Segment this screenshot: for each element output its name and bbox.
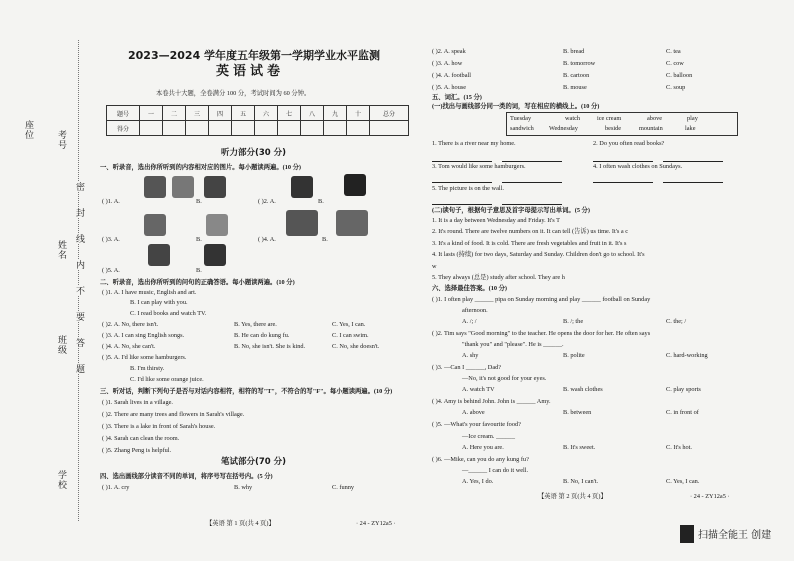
q6-line: A. /; / xyxy=(462,318,477,325)
q6-line: B. No, I can't. xyxy=(563,478,599,485)
q6-line: ( )3. —Can I ______, Dad? xyxy=(432,364,502,371)
word-box-item: lake xyxy=(685,125,696,132)
q5-part2-line: 2. It's round. There are twelve numbers on it. It can tell (告诉) us time. It's a c xyxy=(432,228,629,235)
score-header-cell: 十 xyxy=(347,106,370,121)
q2-line: B. Yes, there are. xyxy=(234,321,277,328)
q4-line: C. balloon xyxy=(666,72,693,79)
page-footer-right: 【英语 第 2 页(共 4 页)】 xyxy=(538,493,607,500)
q1-item: B. xyxy=(318,198,324,205)
q6-line: ( )6. —Mike, can you do any kung fu? xyxy=(432,456,529,463)
q5-item: 5. The picture is on the wall. xyxy=(432,185,504,192)
q6-line: ( )4. Amy is behind John. John is ______ Amy. xyxy=(432,398,551,405)
score-header-cell: 总分 xyxy=(370,106,409,121)
q2-line: C. No, she doesn't. xyxy=(332,343,380,350)
answer-blank[interactable] xyxy=(502,155,562,162)
picture-boy-icon xyxy=(144,214,166,236)
q4-line: C. soup xyxy=(666,84,686,91)
q5-part2-line: 3. It's a kind of food. It is cold. There are fresh vegetables and fruit in it. It's s xyxy=(432,240,627,247)
q5-part1-title: (一)找出与画线部分同一类的词，写在相应的横线上。(10 分) xyxy=(432,103,600,110)
answer-blank[interactable] xyxy=(502,198,562,205)
q6-line: C. It's hot. xyxy=(666,444,692,451)
exam-title: 2023—2024 学年度五年级第一学期学业水平监测 xyxy=(128,49,381,62)
score-header-cell: 四 xyxy=(209,106,232,121)
q4-line: C. tea xyxy=(666,48,681,55)
q4-line: B. mouse xyxy=(563,84,587,91)
q4-line: ( )4. A. football xyxy=(432,72,471,79)
score-input-cell[interactable] xyxy=(278,121,301,136)
word-box-item: mountain xyxy=(639,125,663,132)
page-footer-left: 【英语 第 1 页(共 4 页)】 xyxy=(206,520,275,527)
q4-line: B. why xyxy=(234,484,253,491)
q4-line: B. tomorrow xyxy=(563,60,596,67)
q5-part2-line: 5. They always (总是) study after school. They are h xyxy=(432,274,565,281)
word-box-item: Wednesday xyxy=(549,125,578,132)
q4-line: ( )1. A. cry xyxy=(102,484,130,491)
q3-line: ( )2. There are many trees and flowers in Sarah's village. xyxy=(102,411,245,418)
q2-line: B. I'm thirsty. xyxy=(130,365,165,372)
q6-line: afternoon. xyxy=(462,307,488,314)
score-input-cell[interactable] xyxy=(255,121,278,136)
answer-blank[interactable] xyxy=(663,176,723,183)
q6-line: C. play sports xyxy=(666,386,701,393)
seal-char: 答 xyxy=(74,338,84,348)
q6-line: ( )5. —What's your favourite food? xyxy=(432,421,521,428)
q1-item: ( )5. A. xyxy=(102,267,120,274)
q6-line: B. polite xyxy=(563,352,585,359)
word-box-item: Tuesday xyxy=(510,115,532,122)
score-header-cell: 八 xyxy=(301,106,324,121)
score-input-cell[interactable] xyxy=(163,121,186,136)
word-box xyxy=(506,112,738,136)
q5-item: 3. Tom would like some hamburgers. xyxy=(432,163,526,170)
q4-line: ( )3. A. how xyxy=(432,60,463,67)
picture-reading-icon xyxy=(344,174,366,196)
answer-blank[interactable] xyxy=(432,198,492,205)
seal-char: 内 xyxy=(74,260,84,270)
q3-line: ( )5. Zhang Peng is helpful. xyxy=(102,447,172,454)
q2-line: ( )5. A. I'd like some hamburgers. xyxy=(102,354,187,361)
page-code-right: · 24 - ZY12a5 · xyxy=(690,493,730,500)
q4-line: C. funny xyxy=(332,484,355,491)
name-label: 姓名 xyxy=(56,240,66,260)
score-input-cell[interactable] xyxy=(324,121,347,136)
q5-item: 2. Do you often read books? xyxy=(593,140,665,147)
exam-subject: 英语试卷 xyxy=(216,64,285,79)
score-header-cell: 六 xyxy=(255,106,278,121)
seal-char: 不 xyxy=(74,286,84,296)
q6-line: A. watch TV xyxy=(462,386,495,393)
word-box-item: beside xyxy=(605,125,622,132)
seal-char: 题 xyxy=(74,364,84,374)
picture-girl-icon xyxy=(172,176,194,198)
answer-blank[interactable] xyxy=(663,155,723,162)
score-header-cell: 二 xyxy=(163,106,186,121)
seal-char: 线 xyxy=(74,234,84,244)
answer-blank[interactable] xyxy=(593,155,653,162)
word-box-item: above xyxy=(647,115,663,122)
q2-line: C. I read books and watch TV. xyxy=(130,310,207,317)
q5-part2-line: 4. It lasts (持续) for two days, Saturday and Sunday. Children don't go to school. It's xyxy=(432,251,645,258)
q2-line: B. I can play with you. xyxy=(130,299,188,306)
q6-line: C. the; / xyxy=(666,318,687,325)
score-header-cell: 题号 xyxy=(107,106,140,121)
q1-item: ( )2. A. xyxy=(258,198,276,205)
score-input-cell[interactable] xyxy=(232,121,255,136)
seal-char: 密 xyxy=(74,182,84,192)
q3-line: ( )1. Sarah lives in a village. xyxy=(102,399,173,406)
q6-line: C. hard-working xyxy=(666,352,708,359)
score-input-cell[interactable] xyxy=(347,121,370,136)
school-label: 学校 xyxy=(56,470,66,490)
picture-lake-icon xyxy=(336,210,368,236)
q4-line: ( )5. A. house xyxy=(432,84,467,91)
score-input-cell[interactable] xyxy=(301,121,324,136)
q2-line: ( )2. A. No, there isn't. xyxy=(102,321,159,328)
q1-item: B. xyxy=(196,236,202,243)
score-header-cell: 九 xyxy=(324,106,347,121)
q6-line: —Ice cream. ______ xyxy=(462,433,515,440)
answer-blank[interactable] xyxy=(432,176,492,183)
q1-title: 一、听录音，选出你所听到的内容相对应的图片。每小题读两遍。(10 分) xyxy=(100,164,301,171)
kaohao-label: 考号 xyxy=(56,130,66,150)
q1-item: B. xyxy=(196,198,202,205)
q2-line: ( )3. A. I can sing English songs. xyxy=(102,332,185,339)
score-input-cell[interactable] xyxy=(186,121,209,136)
q6-line: "thank you" and "please". He is ______. xyxy=(462,341,564,348)
q2-line: ( )1. A. I have music, English and art. xyxy=(102,289,197,296)
q2-line: B. He can do kung fu. xyxy=(234,332,290,339)
answer-blank[interactable] xyxy=(502,176,562,183)
q5-item: 4. I often wash clothes on Sundays. xyxy=(593,163,683,170)
picture-child-icon xyxy=(204,176,226,198)
score-row-label: 得分 xyxy=(107,121,140,136)
word-box-item: ice cream xyxy=(597,115,622,122)
q6-line: B. It's sweet. xyxy=(563,444,596,451)
q1-item: B. xyxy=(322,236,328,243)
listening-heading: 听力部分(30 分) xyxy=(221,148,287,158)
word-box-item: play xyxy=(687,115,698,122)
picture-dog-icon xyxy=(148,244,170,266)
picture-mountain-icon xyxy=(286,210,318,236)
q1-item: ( )1. A. xyxy=(102,198,120,205)
q2-title: 二、听录音，选出你所听到的问句的正确答语。每小题读两遍。(10 分) xyxy=(100,279,295,286)
q1-item: B. xyxy=(196,267,202,274)
seal-line xyxy=(78,40,79,521)
seat-label: 座位 xyxy=(23,120,33,140)
q4-title: 四、选出画线部分读音不同的单词，将序号写在括号内。(5 分) xyxy=(100,473,273,480)
q6-line: B. between xyxy=(563,409,592,416)
page-code-left: · 24 - ZY12a5 · xyxy=(356,520,396,527)
q2-line: ( )4. A. No, she can't. xyxy=(102,343,156,350)
picture-girl-icon xyxy=(206,214,228,236)
writing-heading: 笔试部分(70 分) xyxy=(221,457,287,467)
q1-item: ( )4. A. xyxy=(258,236,276,243)
score-input-cell[interactable] xyxy=(370,121,409,136)
q6-line: C. in front of xyxy=(666,409,699,416)
q6-line: —No, it's not good for your eyes. xyxy=(462,375,547,382)
q5-item: 1. There is a river near my home. xyxy=(432,140,516,147)
q6-line: A. Yes, I do. xyxy=(462,478,494,485)
q6-line: C. Yes, I can. xyxy=(666,478,700,485)
score-header-cell: 一 xyxy=(140,106,163,121)
q3-line: ( )3. There is a lake in front of Sarah's house. xyxy=(102,423,216,430)
q6-line: ( )2. Tim says "Good morning" to the teacher. He opens the door for her. He often says xyxy=(432,330,651,337)
class-label: 班级 xyxy=(56,335,66,355)
word-box-item: watch xyxy=(565,115,581,122)
q6-line: B. wash clothes xyxy=(563,386,603,393)
seal-char: 封 xyxy=(74,208,84,218)
q6-line: ( )1. I often play ______ pipa on Sunday morning and play ______ football on Sunday xyxy=(432,296,651,303)
score-header-cell: 三 xyxy=(186,106,209,121)
q5-part2-line: 1. It is a day between Wednesday and Friday. It's T xyxy=(432,217,560,224)
q4-line: C. cow xyxy=(666,60,684,67)
q4-line: ( )2. A. speak xyxy=(432,48,466,55)
answer-blank[interactable] xyxy=(593,176,653,183)
q3-line: ( )4. Sarah can clean the room. xyxy=(102,435,180,442)
q5-part2-title: (二)读句子，根据句子意思及首字母提示写出单词。(5 分) xyxy=(432,207,590,214)
picture-boy-icon xyxy=(144,176,166,198)
q3-title: 三、听对话，判断下列句子是否与对话内容相符，相符的写"T"，不符合的写"F"。每小题读两遍。(10 分) xyxy=(100,388,393,395)
q6-line: A. Here you are. xyxy=(462,444,504,451)
q5-title: 五、词汇。(15 分) xyxy=(432,94,482,101)
q2-line: C. I can swim. xyxy=(332,332,369,339)
scanner-watermark: 扫描全能王 创建 xyxy=(698,530,772,541)
q1-item: ( )3. A. xyxy=(102,236,120,243)
score-header-cell: 七 xyxy=(278,106,301,121)
q2-line: B. No, she isn't. She is kind. xyxy=(234,343,306,350)
exam-note: 本卷共十大题，全卷满分 100 分，考试时间为 60 分钟。 xyxy=(156,90,311,97)
picture-family-icon xyxy=(291,176,313,198)
score-input-cell[interactable] xyxy=(209,121,232,136)
q6-line: B. /; the xyxy=(563,318,584,325)
picture-animal-icon xyxy=(204,244,226,266)
binding-margin xyxy=(0,0,92,561)
q6-title: 六、选择最佳答案。(10 分) xyxy=(432,285,508,292)
score-input-cell[interactable] xyxy=(140,121,163,136)
q2-line: C. Yes, I can. xyxy=(332,321,366,328)
seal-char: 要 xyxy=(74,312,84,322)
score-header-cell: 五 xyxy=(232,106,255,121)
q6-line: —______ I can do it well. xyxy=(462,467,529,474)
score-table xyxy=(106,105,409,136)
word-box-item: sandwich xyxy=(510,125,534,132)
answer-blank[interactable] xyxy=(432,155,492,162)
q4-line: B. cartoon xyxy=(563,72,590,79)
q6-line: A. shy xyxy=(462,352,479,359)
scanner-logo-icon xyxy=(680,525,694,543)
q6-line: A. above xyxy=(462,409,485,416)
q4-line: B. bread xyxy=(563,48,585,55)
q2-line: C. I'd like some orange juice. xyxy=(130,376,204,383)
q5-part2-line: w xyxy=(432,263,437,270)
